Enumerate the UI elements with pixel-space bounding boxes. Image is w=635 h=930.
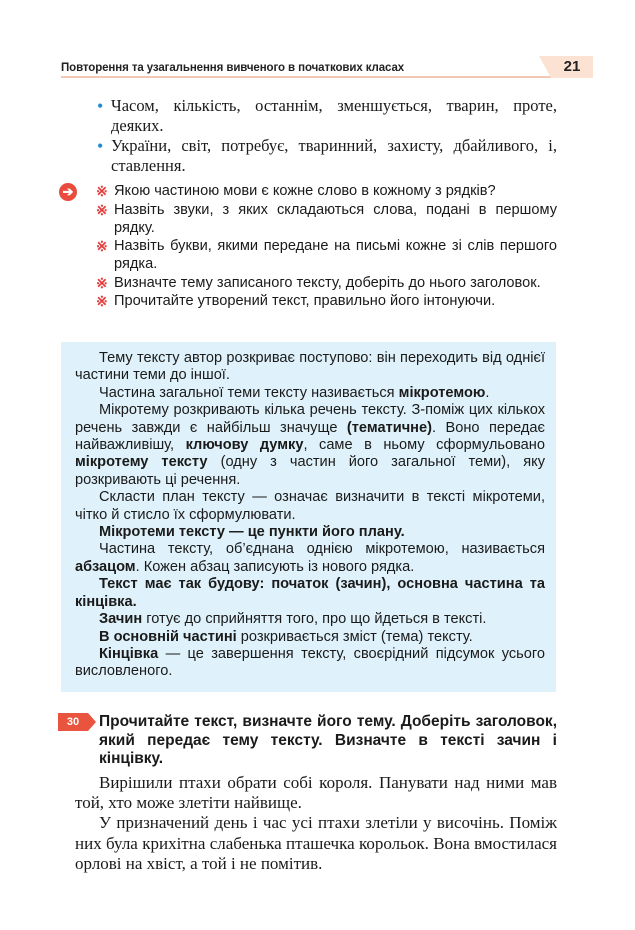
question-text: Назвіть букви, якими передане на письмі кожне зі слів першого рядка. [114,238,557,272]
theory-paragraph [75,629,545,646]
question-item [96,237,557,273]
theory-paragraph [75,385,545,402]
question-text: Прочитайте утворений текст, правильно його інтонуючи. [114,293,496,309]
term-paragraph: абзацом [75,558,136,575]
theory-paragraph [75,350,545,385]
arrow-right-circle-icon: ➔ [59,183,77,201]
theory-sentence: — це завершення тексту, своєрідний підсумок усього висловленого. [75,645,545,680]
word-row-text: Часом, кількість, останнім, зменшується, тварин, проте, деяких. [111,96,557,135]
theory-sentence: (одну з частин його загальної теми), яку розкривають ці речення. [75,454,545,488]
asterisk-bullet-icon: ※ [96,274,108,291]
term-microtheme: мікротемою [398,384,486,401]
theory-box [61,342,556,692]
term-intro: Зачин [99,611,143,628]
theory-paragraph [75,524,545,541]
page-header [61,56,593,78]
theory-text [75,350,545,681]
word-rows [97,96,557,176]
term-main-part: В основній частині [99,628,237,645]
theory-paragraph [75,576,545,611]
exercise-number-badge: 30 [58,713,88,731]
theory-sentence: Тему тексту автор розкриває поступово: він переходить від однієї частини теми до іншої. [75,350,545,384]
question-list [96,182,557,310]
term-thematic: (тематичне) [346,419,432,436]
question-item [96,182,557,200]
theory-paragraph [75,646,545,681]
theory-paragraph [75,489,545,524]
theory-sentence: Частина загальної теми тексту називається [99,384,399,401]
asterisk-bullet-icon: ※ [96,293,108,309]
term-ending: Кінцівка [99,645,159,662]
term-key-idea: ключову думку [185,437,304,454]
question-item [96,274,557,292]
theory-sentence: . Кожен абзац записують із нового рядка. [135,558,415,575]
theory-sentence: Частина тексту, об’єднана однією мікротемою, називається [99,541,545,558]
asterisk-bullet-icon: ※ [96,183,108,199]
question-text: Визначте тему записаного тексту, доберіть до нього заголовок. [114,274,541,291]
theory-paragraph [75,541,545,576]
word-row [97,136,557,176]
theory-paragraph [75,402,545,489]
word-row-text: України, світ, потребує, тваринний, захисту, дбайливого, і, ставлення. [111,136,557,175]
story-paragraph: Вирішили птахи обрати собі короля. Панувати над ними мав той, хто може злетіти найвище. [75,773,557,813]
question-item [96,292,557,310]
question-text: Назвіть звуки, з яких складаються слова, подані в першому рядку. [114,201,557,236]
term-text-microtheme: мікротему тексту [75,454,208,471]
theory-sentence: розкривається зміст (тема) тексту. [236,628,473,645]
exercise-story [75,773,557,874]
rule-statement: Текст має так будову: початок (зачин), основна частина та кінцівка. [75,576,545,610]
word-row [97,96,557,136]
rule-statement: Мікротеми тексту — це пункти його плану. [99,524,405,541]
theory-sentence: Скласти план тексту — означає визначити в тексті мікротеми, чітко й стисло їх сформулювати. [75,489,545,523]
bullet-dot-icon: • [97,136,104,156]
theory-sentence: , саме в ньому сформульовано [303,437,545,454]
bullet-dot-icon: • [97,96,104,116]
theory-sentence: Мікротему розкривають кілька речень тексту. З-поміж цих кількох речень завжди є найбільш значуще [75,402,545,436]
story-paragraph: У призначений день і час усі птахи злетіли у височінь. Поміж них була крихітна слабенька пташечка корольок. Вона вмостилася орлові на хвіст, а той і не помітив. [75,813,557,873]
theory-sentence: . Воно передає найважливішу, [75,419,545,454]
theory-sentence: . [485,384,490,401]
question-item [96,201,557,237]
exercise-task: Прочитайте текст, визначте його тему. Доберіть заголовок, який передає тему тексту. Визначте в тексті зачин і кінцівку. [99,713,557,768]
page-number: 21 [551,56,593,78]
header-divider [61,76,593,78]
theory-sentence: готує до сприйняття того, про що йдеться в тексті. [142,611,487,628]
question-text: Якою частиною мови є кожне слово в кожному з рядків? [114,183,496,199]
theory-paragraph [75,611,545,628]
asterisk-bullet-icon: ※ [96,201,108,218]
running-title: Повторення та узагальнення вивченого в початкових класах [61,62,405,74]
asterisk-bullet-icon: ※ [96,238,108,254]
